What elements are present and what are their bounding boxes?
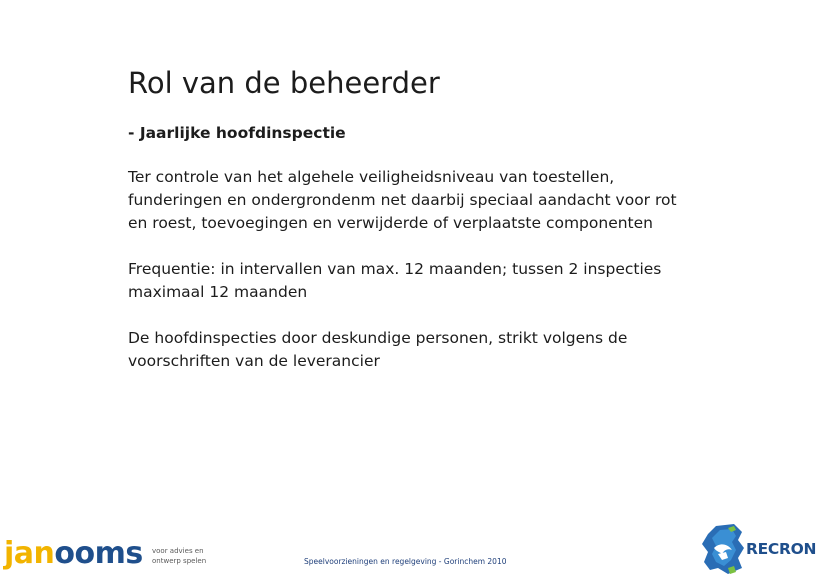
tagline-line: voor advies en: [152, 547, 204, 555]
paragraph-line: en roest, toevoegingen en verwijderde of verplaatste componenten: [128, 214, 653, 232]
recron-logo-text: RECRON: [746, 540, 817, 558]
paragraph-line: Ter controle van het algehele veiligheidsniveau van toestellen,: [128, 168, 615, 186]
subheading: - Jaarlijke hoofdinspectie: [128, 124, 346, 142]
paragraph-line: voorschriften van de leverancier: [128, 352, 380, 370]
paragraph-line: funderingen en ondergrondenm net daarbij speciaal aandacht voor rot: [128, 191, 677, 209]
footer-center-text: Speelvoorzieningen en regelgeving - Gorinchem 2010: [304, 557, 507, 566]
janooms-logo-jan: jan: [4, 536, 55, 571]
janooms-tagline: [152, 546, 206, 566]
paragraph-inspectors: [128, 327, 728, 373]
janooms-logo-ooms: ooms: [54, 536, 143, 571]
paragraph-line: maximaal 12 maanden: [128, 283, 308, 301]
paragraph-frequency: [128, 258, 728, 304]
slide-title: Rol van de beheerder: [128, 66, 440, 100]
tagline-line: ontwerp spelen: [152, 557, 207, 565]
paragraph-line: Frequentie: in intervallen van max. 12 maanden; tussen 2 inspecties: [128, 260, 662, 278]
janooms-logo: [4, 534, 143, 574]
paragraph-line: De hoofdinspecties door deskundige personen, strikt volgens de: [128, 329, 628, 347]
paragraph-inspection-purpose: [128, 166, 728, 235]
